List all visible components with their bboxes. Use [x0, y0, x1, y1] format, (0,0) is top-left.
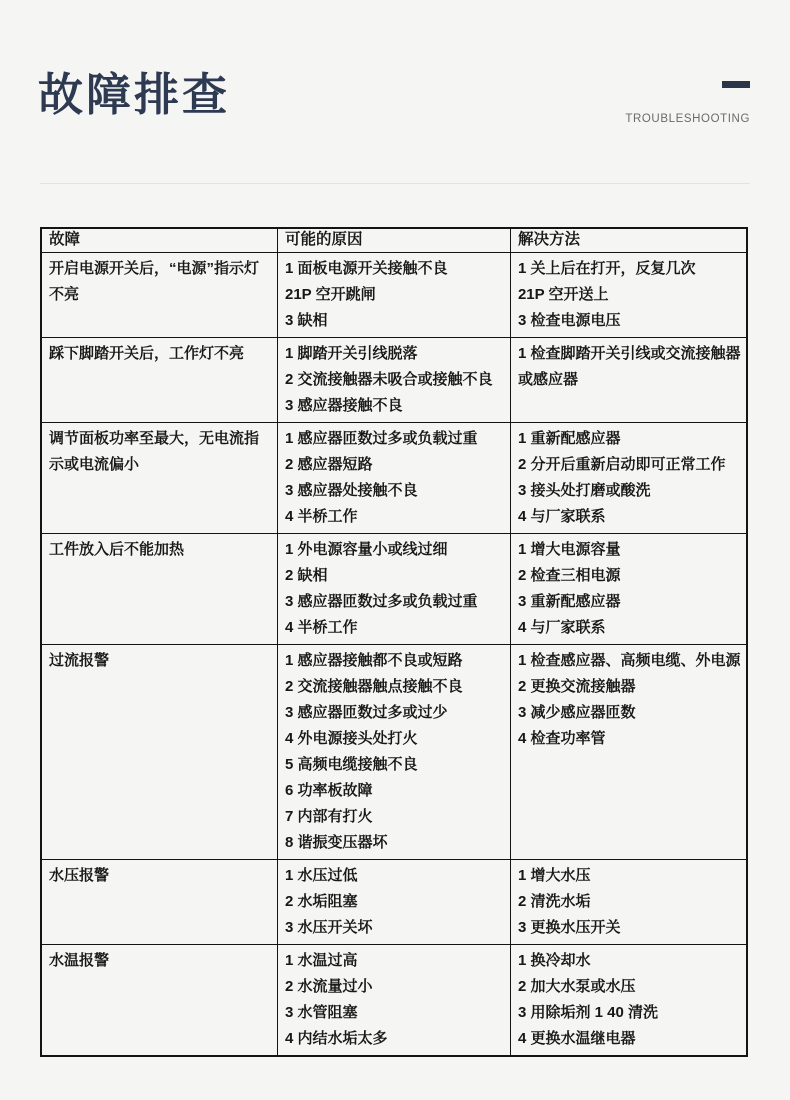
column-header-fault: 故障: [41, 228, 278, 253]
cause-line: 1 水压过低: [285, 867, 358, 884]
cause-line: 3 感应器匝数过多或负载过重: [285, 593, 478, 610]
solution-line: 2 更换交流接触器: [517, 678, 636, 695]
cause-line: 3 水管阻塞: [285, 1004, 358, 1021]
page-title: 故障排查: [38, 69, 231, 120]
cause-line: 6 功率板故障: [285, 782, 373, 799]
cause-line: 4 内结水垢太多: [285, 1030, 388, 1047]
table-header-row: [41, 228, 747, 253]
solution-line: 3 重新配感应器: [517, 593, 621, 610]
solutions-cell: [510, 945, 747, 1057]
cause-line: 1 感应器匝数过多或负载过重: [285, 430, 478, 447]
solution-line: 2 加大水泵或水压: [517, 978, 636, 995]
table-row-power-light: [41, 253, 747, 338]
solution-line: 3 减少感应器匝数: [517, 704, 636, 721]
solution-line: 2 检查三相电源: [517, 567, 621, 584]
cause-line: 4 外电源接头处打火: [285, 730, 418, 747]
cause-line: 1 水温过高: [285, 952, 358, 969]
cause-line: 7 内部有打火: [285, 808, 373, 825]
cause-line: 2 交流接触器未吸合或接触不良: [285, 371, 493, 388]
solution-line: 4 更换水温继电器: [517, 1030, 636, 1047]
table-row-no-current: [41, 423, 747, 534]
solutions-cell: [510, 253, 747, 338]
solution-line: 3 用除垢剂 1 40 清洗: [517, 1004, 659, 1021]
table-row-no-heating: [41, 534, 747, 645]
cause-line: 2 水流量过小: [285, 978, 373, 995]
solution-line: 2 分开后重新启动即可正常工作: [517, 456, 726, 473]
cause-line: 8 谐振变压器坏: [285, 834, 388, 851]
causes-cell: [278, 423, 511, 534]
solutions-cell: [510, 423, 747, 534]
solution-line: 1 换冷却水: [517, 952, 591, 969]
column-header-solutions: 解决方法: [510, 228, 747, 253]
solution-line: 1 增大水压: [517, 867, 591, 884]
solution-line: 1 增大电源容量: [517, 541, 621, 558]
solution-line: 4 检查功率管: [517, 730, 606, 747]
fault-cell: 踩下脚踏开关后，工作灯不亮: [41, 338, 278, 423]
fault-cell: 水温报警: [41, 945, 278, 1057]
solution-line: 1 检查脚踏开关引线或交流接触器或感应器: [517, 345, 741, 388]
cause-line: 4 半桥工作: [285, 619, 358, 636]
fault-cell: 工件放入后不能加热: [41, 534, 278, 645]
fault-cell: 过流报警: [41, 645, 278, 860]
fault-cell: 调节面板功率至最大，无电流指示或电流偏小: [41, 423, 278, 534]
solution-line: 21P 空开送上: [517, 286, 609, 303]
cause-line: 3 水压开关坏: [285, 919, 373, 936]
causes-cell: [278, 253, 511, 338]
solutions-cell: [510, 645, 747, 860]
solution-line: 3 更换水压开关: [517, 919, 621, 936]
causes-cell: [278, 645, 511, 860]
cause-line: 4 半桥工作: [285, 508, 358, 525]
fault-cell: 水压报警: [41, 860, 278, 945]
solution-line: 1 检查感应器、高频电缆、外电源: [517, 652, 741, 669]
cause-line: 1 脚踏开关引线脱落: [285, 345, 418, 362]
cause-line: 21P 空开跳闸: [285, 286, 376, 303]
solution-line: 4 与厂家联系: [517, 619, 606, 636]
solutions-cell: [510, 860, 747, 945]
solution-line: 3 接头处打磨或酸洗: [517, 482, 651, 499]
table-row-overcurrent-alarm: [41, 645, 747, 860]
cause-line: 3 感应器匝数过多或过少: [285, 704, 448, 721]
cause-line: 3 感应器处接触不良: [285, 482, 418, 499]
cause-line: 2 交流接触器触点接触不良: [285, 678, 463, 695]
solution-line: 2 清洗水垢: [517, 893, 591, 910]
cause-line: 1 面板电源开关接触不良: [285, 260, 448, 277]
header-right-block: [625, 81, 750, 125]
cause-line: 2 感应器短路: [285, 456, 373, 473]
causes-cell: [278, 945, 511, 1057]
page-subtitle: TROUBLESHOOTING: [625, 113, 750, 125]
causes-cell: [278, 534, 511, 645]
cause-line: 3 缺相: [285, 312, 328, 329]
troubleshooting-table: [40, 227, 748, 1057]
solution-line: 1 关上后在打开，反复几次: [517, 260, 696, 277]
header-divider: [40, 183, 750, 184]
table-row-foot-switch: [41, 338, 747, 423]
solution-line: 4 与厂家联系: [517, 508, 606, 525]
table-row-water-pressure-alarm: [41, 860, 747, 945]
solutions-cell: [510, 338, 747, 423]
header-dash-decoration: [722, 81, 750, 88]
cause-line: 3 感应器接触不良: [285, 397, 403, 414]
cause-line: 2 水垢阻塞: [285, 893, 358, 910]
solutions-cell: [510, 534, 747, 645]
cause-line: 1 感应器接触都不良或短路: [285, 652, 463, 669]
causes-cell: [278, 338, 511, 423]
cause-line: 1 外电源容量小或线过细: [285, 541, 448, 558]
solution-line: 3 检查电源电压: [517, 312, 621, 329]
cause-line: 2 缺相: [285, 567, 328, 584]
solution-line: 1 重新配感应器: [517, 430, 621, 447]
column-header-causes: 可能的原因: [278, 228, 511, 253]
fault-cell: 开启电源开关后，“电源”指示灯不亮: [41, 253, 278, 338]
cause-line: 5 高频电缆接触不良: [285, 756, 418, 773]
table-row-water-temp-alarm: [41, 945, 747, 1057]
causes-cell: [278, 860, 511, 945]
